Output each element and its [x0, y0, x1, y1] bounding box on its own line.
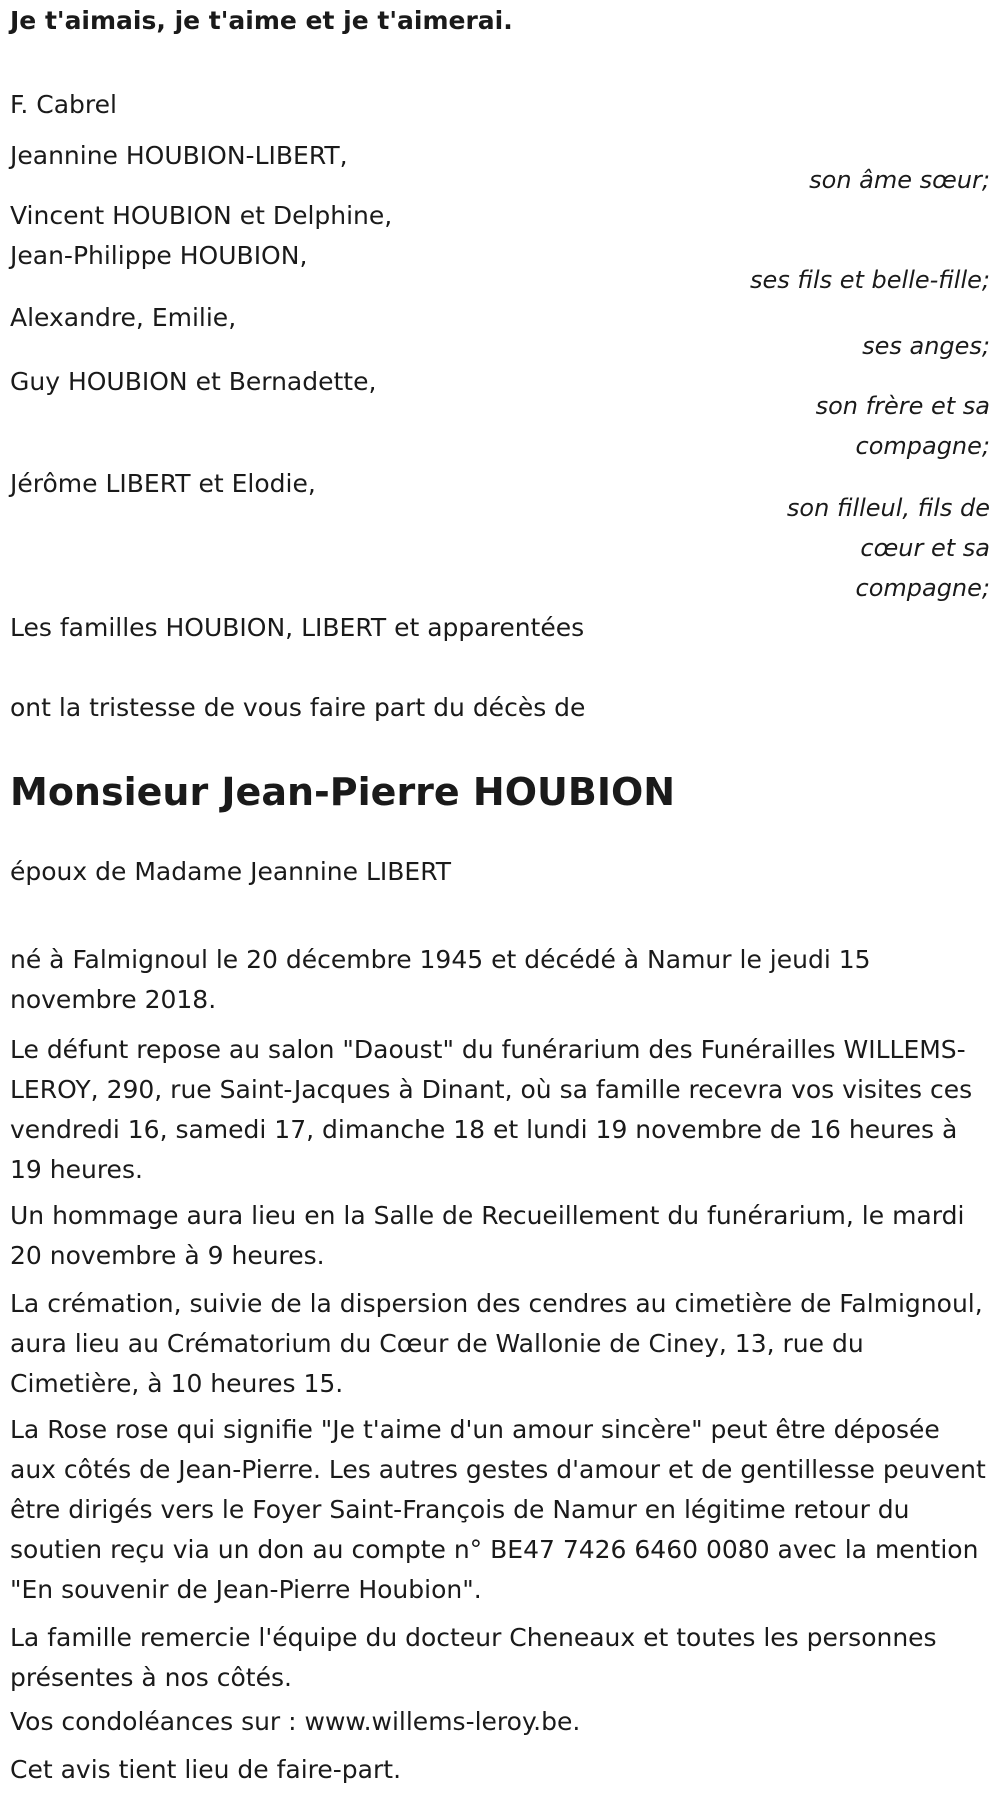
paragraph: La Rose rose qui signifie "Je t'aime d'un amour sincère" peut être déposée aux côtés de Jean-Pierre. Les autres gestes d'amour et de gentillesse peuvent être dirigés vers le Foyer Saint-François de Namur en légitime retour du soutien reçu via un don au compte n° BE47 7426 6460 0080 avec la mention "En souvenir de Jean-Pierre Houbion".	[10, 1415, 986, 1604]
paragraph: Un hommage aura lieu en la Salle de Recueillement du funérarium, le mardi 20 novembre à 9 heures.	[10, 1201, 965, 1270]
family-names: Guy HOUBION et Bernadette,	[10, 367, 377, 396]
paragraph: né à Falmignoul le 20 décembre 1945 et décédé à Namur le jeudi 15 novembre 2018.	[10, 945, 871, 1014]
family-group	[10, 362, 990, 460]
families-line: Les familles HOUBION, LIBERT et apparentées	[10, 613, 585, 642]
opening-quote: Je t'aimais, je t'aime et je t'aimerai.	[10, 6, 513, 35]
family-names: Jérôme LIBERT et Elodie,	[10, 469, 316, 498]
deceased-name: Monsieur Jean-Pierre HOUBION	[10, 770, 676, 814]
family-group	[10, 298, 990, 360]
family-group	[10, 136, 990, 194]
family-relation: son frère et sa compagne;	[815, 392, 990, 460]
family-names: Vincent HOUBION et Delphine, Jean-Philippe HOUBION,	[10, 201, 393, 270]
announcement-text: ont la tristesse de vous faire part du décès de	[10, 693, 586, 722]
closing-note: Cet avis tient lieu de faire-part.	[10, 1755, 402, 1784]
family-relation: ses fils et belle-fille;	[750, 266, 990, 294]
condolences-link-text: Vos condoléances sur : www.willems-leroy.be.	[10, 1707, 581, 1736]
family-names: Jeannine HOUBION-LIBERT,	[10, 141, 348, 170]
family-relation: ses anges;	[862, 332, 990, 360]
family-names: Alexandre, Emilie,	[10, 303, 237, 332]
family-relation: son âme sœur;	[809, 166, 990, 194]
family-relation: son filleul, fils de cœur et sa compagne;	[786, 494, 990, 602]
paragraph: La famille remercie l'équipe du docteur Cheneaux et toutes les personnes présentes à nos côtés.	[10, 1623, 937, 1692]
quote-author: F. Cabrel	[10, 90, 117, 119]
family-group	[10, 196, 990, 294]
spouse-line: époux de Madame Jeannine LIBERT	[10, 857, 452, 886]
family-group	[10, 464, 990, 602]
paragraph: La crémation, suivie de la dispersion des cendres au cimetière de Falmignoul, aura lieu au Crématorium du Cœur de Wallonie de Ciney, 13, rue du Cimetière, à 10 heures 15.	[10, 1289, 983, 1398]
paragraph: Le défunt repose au salon "Daoust" du funérarium des Funérailles WILLEMS-LEROY, 290, rue Saint-Jacques à Dinant, où sa famille recevra vos visites ces vendredi 16, samedi 17, dimanche 18 et lundi 19 novembre de 16 heures à 19 heures.	[10, 1035, 973, 1184]
